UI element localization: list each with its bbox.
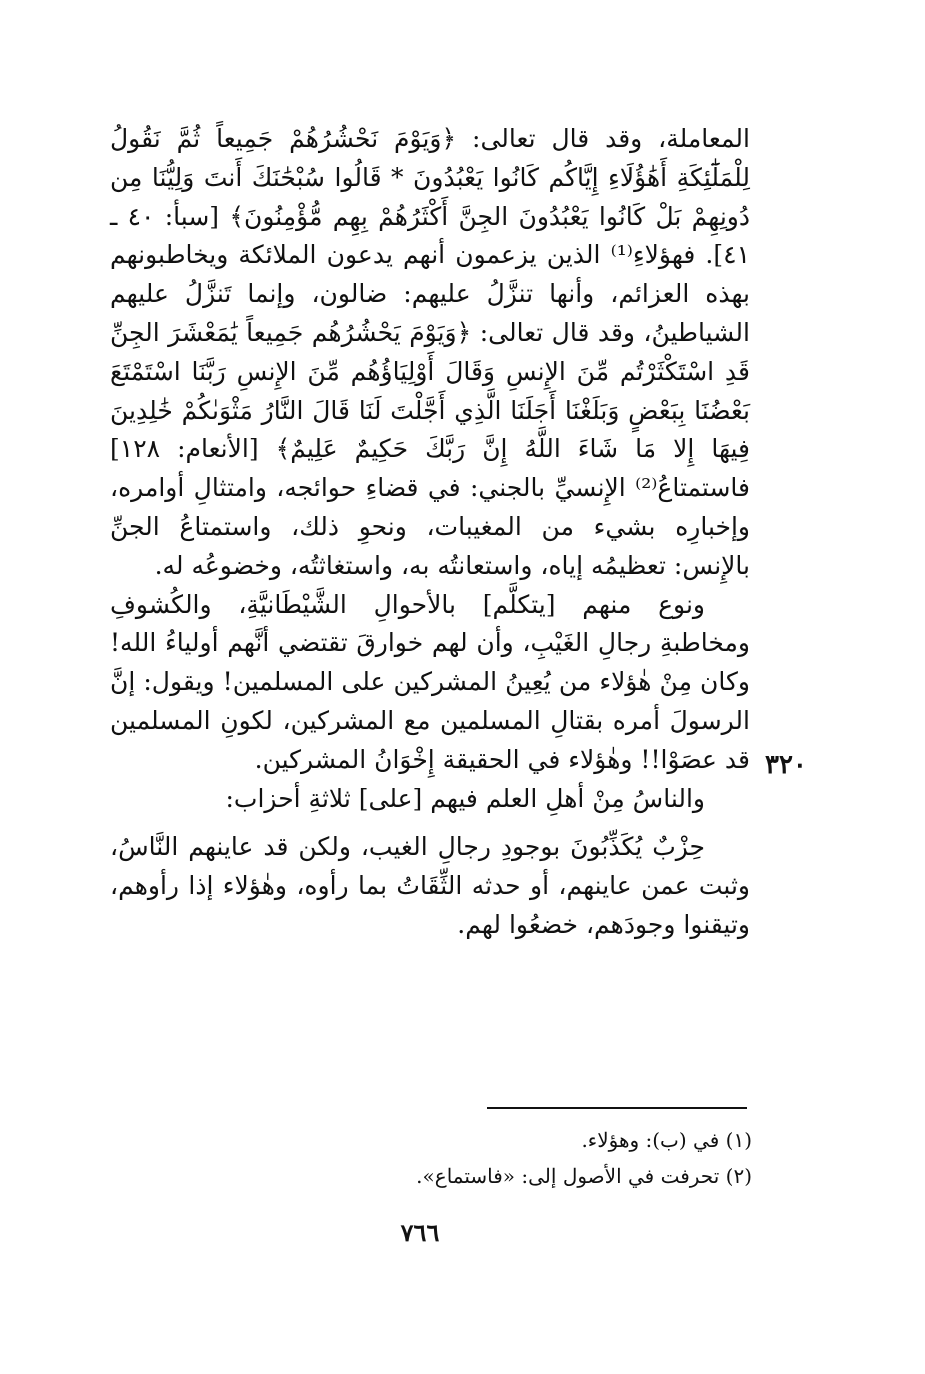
paragraph-2: ونوع منهم [يتكلَّم] بالأحوالِ الشَّيْطَانيَّةِ، والكُشوفِ ومخاطبةِ رجالِ الغَيْبِ، وأن لهم خوارقَ تقتضي أنَّهم أولياءُ الله! وكان مِنْ هٰؤلاء من يُعِينُ المشركين على المسلمين! ويقول: إنَّ الرسولَ أمره بقتالِ المسلمين مع المشركين، لكونِ المسلمين قد عصَوْا!! وهٰؤلاء في الحقيقة إِخْوَانُ المشركين. <box>110 589 750 774</box>
footnote-divider <box>487 1107 747 1109</box>
margin-section-number: ٣٢٠ <box>765 750 807 780</box>
page-number: ٧٦٦ <box>400 1218 440 1247</box>
footnotes <box>400 1122 752 1194</box>
paragraph-3: والناسُ مِنْ أهلِ العلم فيهم [على] ثلاثةِ أحزاب: <box>225 783 705 813</box>
paragraph-1: المعاملة، وقد قال تعالى: ﴿وَيَوْمَ نَحْشُرُهُمْ جَمِيعاً ثُمَّ نَقُولُ لِلْمَلَٰٓئِكَةِ أَهَٰؤُلَاءِ إِيَّاكُم كَانُوا يَعْبُدُونَ * قَالُوا سُبْحَٰنَكَ أَنتَ وَلِيُّنَا مِن دُونِهِمْ بَلْ كَانُوا يَعْبُدُونَ الجِنَّ أَكْثَرُهُمْ بِهِم مُّؤْمِنُونَ﴾ [سبأ: ٤٠ ـ ٤١]. فهؤلاءِ⁽¹⁾ الذين يزعمون أنهم يدعون الملائكة ويخاطبونهم بهذه العزائم، وأنها تنزَّلُ عليهم: ضالون، وإنما تَنزَّلُ عليهم الشياطينُ، وقد قال تعالى: ﴿وَيَوْمَ يَحْشُرُهُم جَمِيعاً يَٰمَعْشَرَ الجِنِّ قَدِ اسْتَكْثَرْتُم مِّنَ الإِنسِ وَقَالَ أَوْلِيَاؤُهُم مِّنَ الإِنسِ رَبَّنَا اسْتَمْتَعَ بَعْضُنَا بِبَعْضٍ وَبَلَغْنَا أَجَلَنَا الَّذِي أَجَّلْتَ لَنَا قَالَ النَّارُ مَثْوَىٰكُمْ خَٰلِدِينَ فِيهَا إِلا مَا شَاءَ اللَّهُ إِنَّ رَبَّكَ حَكِيمٌ عَلِيمٌ﴾ [الأنعام: ١٢٨] فاستمتاعُ⁽²⁾ الإِنسيِّ بالجني: في قضاءِ حوائجه، وامتثالِ أوامره، وإخبارِه بشيء من المغيبات، ونحوِ ذلك، واستمتاعُ الجنِّ بالإِنس: تعظيمُه إياه، واستعانتُه به، واستغاثتُه، وخضوعُه له. <box>110 124 750 580</box>
footnote-1: (١) في (ب): وهؤلاء. <box>581 1128 752 1152</box>
main-text <box>110 120 750 945</box>
paragraph-4: حِزْبٌ يُكَذِّبُونَ بوجودِ رجالِ الغيب، ولكن قد عاينهم النَّاسُ، وثبت عمن عاينهم، أو حدثه الثِّقَاتُ بما رأوه، وهٰؤلاء إذا رأوهم، وتيقنوا وجودَهم، خضعُوا لهم. <box>110 832 750 939</box>
footnote-2: (٢) تحرفت في الأصول إلى: «فاستماع». <box>416 1164 752 1188</box>
